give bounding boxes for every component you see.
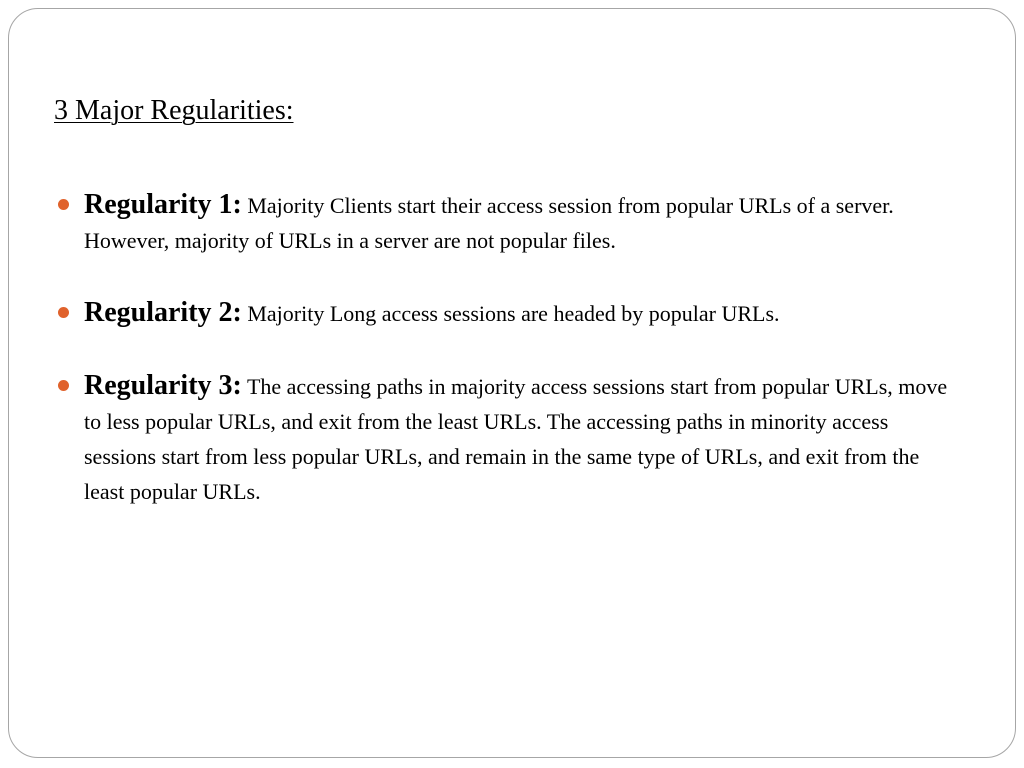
bullet-icon (58, 380, 69, 391)
item-text: Majority Long access sessions are headed by popular URLs. (247, 301, 780, 326)
regularities-list (54, 187, 964, 509)
list-item-regularity-3 (54, 368, 964, 509)
item-text: The accessing paths in majority access sessions start from popular URLs, move to less popular URLs, and exit from the least URLs. The accessing paths in minority access sessions start from less popular URLs, and remain in the same type of URLs, and exit from the least popular URLs. (84, 374, 948, 504)
slide-heading: 3 Major Regularities: (54, 95, 294, 126)
slide (8, 8, 1016, 758)
bullet-icon (58, 199, 69, 210)
item-label: Regularity 3: (84, 370, 242, 401)
item-label: Regularity 1: (84, 189, 242, 220)
bullet-icon (58, 307, 69, 318)
item-text: Majority Clients start their access session from popular URLs of a server. However, majority of URLs in a server are not popular files. (84, 193, 894, 253)
list-item-regularity-2 (54, 295, 964, 331)
list-item-regularity-1 (54, 187, 964, 258)
item-label: Regularity 2: (84, 297, 242, 328)
